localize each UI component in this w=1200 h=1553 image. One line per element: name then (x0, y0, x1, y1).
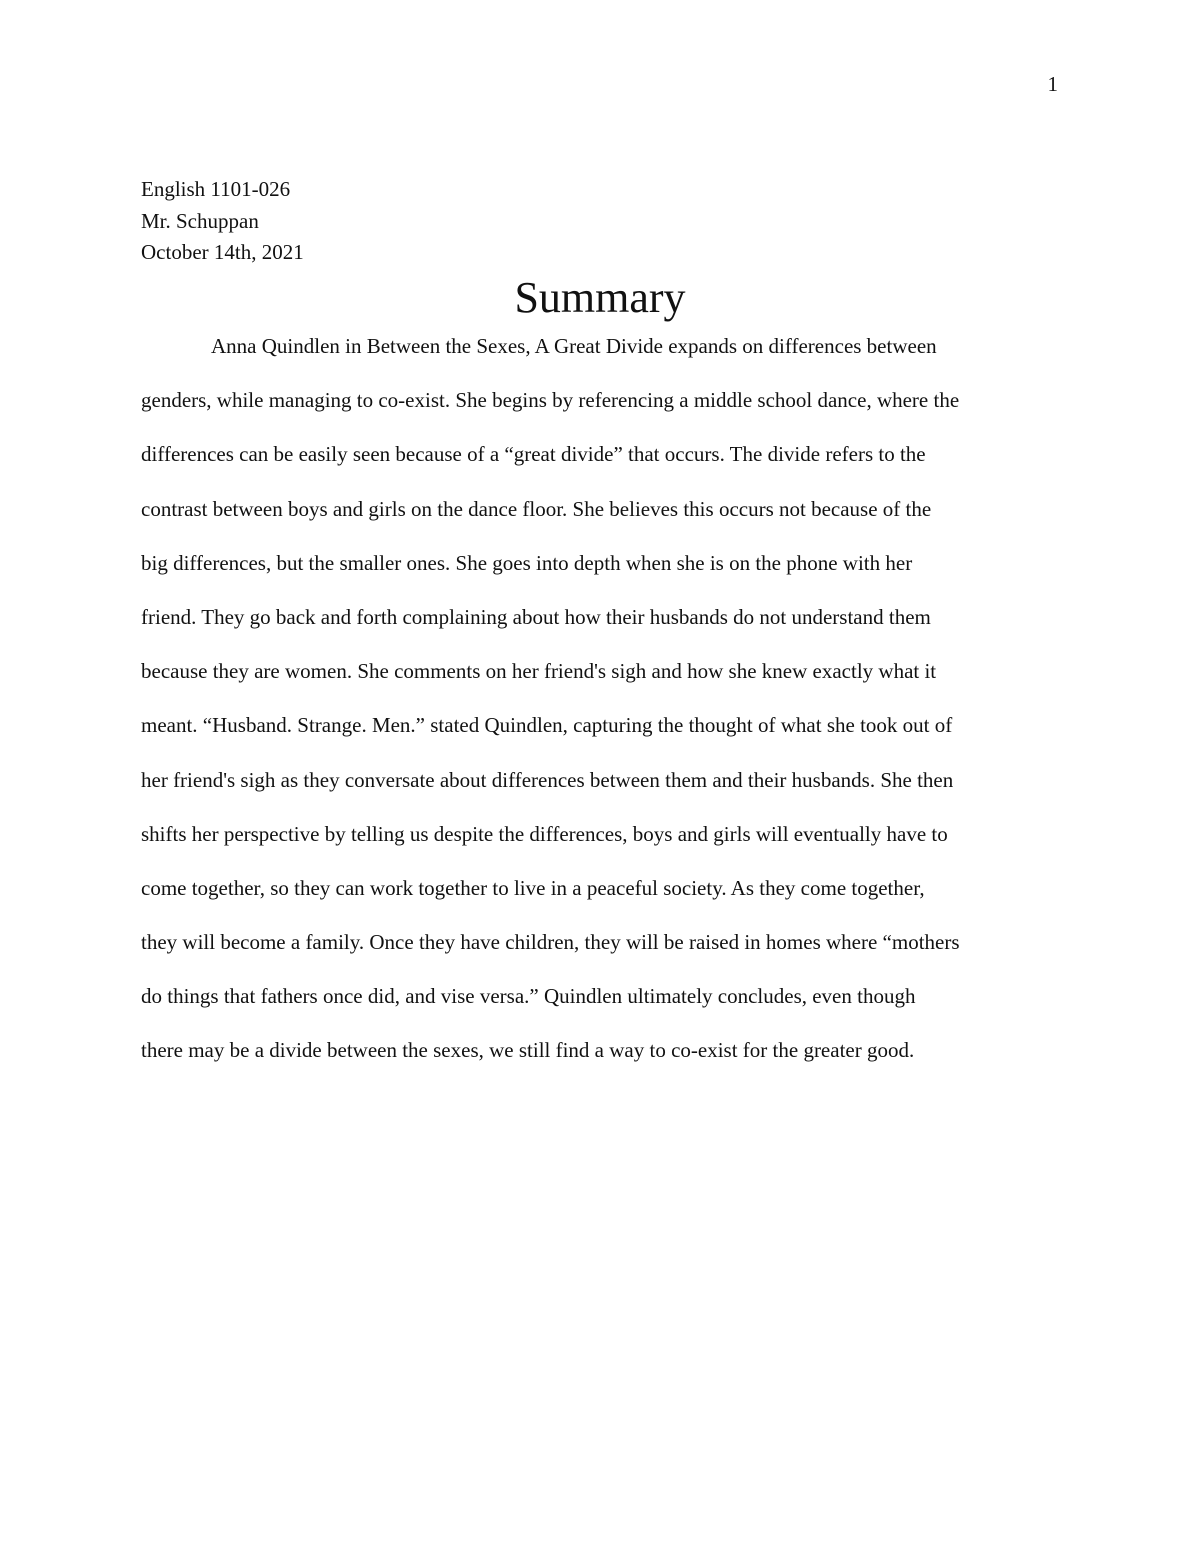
body-line: because they are women. She comments on her friend's sigh and how she knew exactly what it (141, 659, 937, 684)
instructor-line: Mr. Schuppan (141, 208, 259, 233)
course-line: English 1101-026 (141, 177, 291, 201)
body-line: friend. They go back and forth complaining about how their husbands do not understand them (141, 604, 931, 629)
body-line: Anna Quindlen in Between the Sexes, A Great Divide expands on differences between (211, 334, 937, 358)
date-line: October 14th, 2021 (141, 240, 304, 264)
page-number: 1 (1047, 72, 1058, 96)
body-line: big differences, but the smaller ones. She goes into depth when she is on the phone with her (141, 550, 913, 575)
body-line: differences can be easily seen because of a “great divide” that occurs. The divide refers to the (141, 442, 926, 467)
body-line: come together, so they can work together to live in a peaceful society. As they come together, (141, 875, 925, 900)
body-line: there may be a divide between the sexes, we still find a way to co-exist for the greater good. (141, 1038, 915, 1063)
body-line: shifts her perspective by telling us despite the differences, boys and girls will eventually have to (141, 821, 948, 846)
body-line: genders, while managing to co-exist. She begins by referencing a middle school dance, where the (141, 388, 960, 413)
body-line: do things that fathers once did, and vise versa.” Quindlen ultimately concludes, even though (141, 984, 916, 1009)
essay-body (141, 328, 1061, 1087)
essay-title: Summary (514, 273, 686, 322)
essay-header (141, 174, 304, 269)
body-line: contrast between boys and girls on the dance floor. She believes this occurs not because of the (141, 496, 932, 521)
body-line: her friend's sigh as they conversate about differences between them and their husbands. She then (141, 767, 954, 792)
body-line: meant. “Husband. Strange. Men.” stated Quindlen, capturing the thought of what she took out of (141, 713, 953, 738)
body-line: they will become a family. Once they have children, they will be raised in homes where “mothers (141, 930, 960, 955)
